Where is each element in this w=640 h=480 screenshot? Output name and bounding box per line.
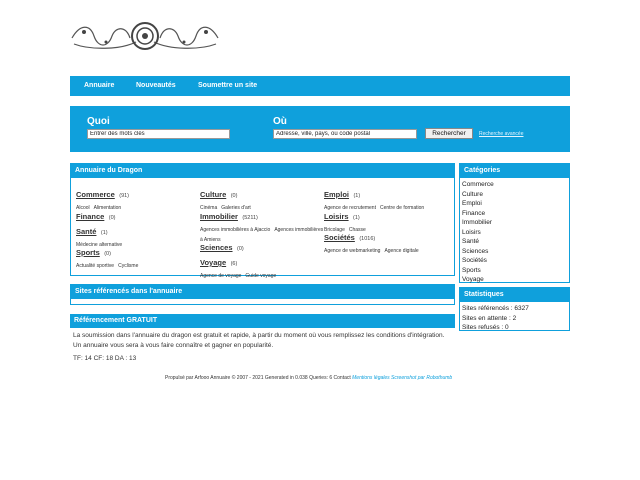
directory-box bbox=[70, 163, 455, 279]
subcategory-link[interactable]: Alimentation bbox=[93, 205, 122, 211]
subcategory-link[interactable]: Médecine alternative bbox=[76, 242, 123, 248]
sidebar-item-sports[interactable]: Sports bbox=[462, 266, 481, 274]
subcategory-link[interactable]: Centre de formation bbox=[379, 205, 425, 211]
category-title[interactable]: Sociétés bbox=[324, 233, 355, 242]
nav-soumettre[interactable]: Soumettre un site bbox=[198, 82, 258, 89]
sidebar-item-emploi[interactable]: Emploi bbox=[462, 200, 482, 207]
category-count: (6) bbox=[230, 261, 238, 267]
subcategory-link[interactable]: Bricolage bbox=[324, 227, 345, 233]
category-count: (1) bbox=[353, 215, 360, 221]
category-societes bbox=[324, 227, 454, 256]
what-input[interactable] bbox=[87, 129, 230, 139]
directory-title: Annuaire du Dragon bbox=[71, 164, 454, 178]
sidebar-item-sante[interactable]: Santé bbox=[462, 238, 479, 245]
free-listing-box bbox=[70, 314, 455, 368]
main-nav bbox=[70, 76, 570, 96]
free-listing-title: Référencement GRATUIT bbox=[70, 314, 455, 328]
category-title[interactable]: Santé bbox=[76, 227, 97, 236]
sidebar-item-culture[interactable]: Culture bbox=[462, 190, 483, 198]
category-title[interactable]: Loisirs bbox=[324, 212, 349, 221]
category-voyage bbox=[200, 252, 320, 281]
sidebar-item-immobilier[interactable]: Immobilier bbox=[462, 219, 492, 226]
sidebar-categories bbox=[459, 163, 570, 283]
sidebar-categories-title: Catégories bbox=[460, 164, 569, 178]
subcategory-link[interactable]: Agence de webmarketing bbox=[324, 248, 381, 254]
stat-pending: Sites en attente : 2 bbox=[462, 314, 517, 322]
footer-text: Propulsé par Arfooo Annuaire © 2007 - 2021 Generated in 0.038 Queries: 6 Contact bbox=[165, 375, 351, 381]
category-count: (0) bbox=[236, 246, 244, 252]
category-count: (1) bbox=[100, 230, 108, 236]
where-label: Où bbox=[273, 116, 287, 127]
sidebar-statistics-title: Statistiques bbox=[460, 288, 569, 302]
footer bbox=[165, 375, 452, 381]
footer-link[interactable]: Mentions légales Screenshot par Robothumb bbox=[352, 375, 453, 381]
subcategory-link[interactable]: Actualité sportive bbox=[76, 263, 115, 269]
referenced-sites-box bbox=[70, 284, 455, 305]
sidebar-item-finance[interactable]: Finance bbox=[462, 209, 486, 217]
subcategory-link[interactable]: Cinéma bbox=[200, 205, 218, 211]
category-title[interactable]: Commerce bbox=[76, 190, 115, 199]
category-title[interactable]: Finance bbox=[76, 212, 105, 221]
category-count: (1) bbox=[353, 193, 361, 199]
subcategory-link[interactable]: Agence digitale bbox=[384, 248, 419, 254]
category-title[interactable]: Emploi bbox=[324, 190, 350, 199]
category-count: (0) bbox=[230, 193, 238, 199]
category-title[interactable]: Sciences bbox=[200, 243, 233, 252]
site-logo[interactable] bbox=[70, 18, 220, 54]
category-title[interactable]: Voyage bbox=[200, 258, 227, 267]
category-title[interactable]: Sports bbox=[76, 248, 100, 257]
seo-metrics: TF: 14 CF: 18 DA : 13 bbox=[73, 355, 137, 362]
category-count: (91) bbox=[119, 193, 130, 199]
what-label: Quoi bbox=[87, 116, 110, 127]
sidebar-item-commerce[interactable]: Commerce bbox=[462, 181, 494, 188]
subcategory-link[interactable]: Agences immobilières à Amiens bbox=[200, 227, 324, 243]
subcategory-link[interactable]: Guide voyage bbox=[245, 273, 277, 279]
stat-refused: Sites refusés : 0 bbox=[462, 324, 509, 331]
sidebar-item-voyage[interactable]: Voyage bbox=[462, 276, 484, 283]
where-input[interactable] bbox=[273, 129, 417, 139]
free-listing-text: La soumission dans l'annuaire du dragon est gratuit et rapide, à partir du moment où vous remplissez les conditions d'intégration. Un annuaire vous sera à vous faire connaître et gagner en popularité. bbox=[73, 332, 445, 349]
category-count: (0) bbox=[104, 251, 111, 257]
subcategory-link[interactable]: Alcool bbox=[76, 205, 90, 211]
category-title[interactable]: Culture bbox=[200, 190, 227, 199]
subcategory-link[interactable]: Galeries d'art bbox=[221, 205, 251, 211]
search-panel bbox=[70, 106, 570, 152]
category-count: (5211) bbox=[242, 215, 258, 221]
subcategory-link[interactable]: Agence de recrutement bbox=[324, 205, 376, 211]
sidebar-item-societes[interactable]: Sociétés bbox=[462, 257, 487, 264]
category-count: (1016) bbox=[359, 236, 376, 242]
sidebar-item-sciences[interactable]: Sciences bbox=[462, 247, 489, 255]
referenced-sites-title: Sites référencés dans l'annuaire bbox=[71, 285, 454, 299]
stat-referenced: Sites référencés : 6327 bbox=[462, 305, 529, 312]
sidebar-statistics bbox=[459, 287, 570, 331]
category-count: (0) bbox=[108, 215, 116, 221]
search-button[interactable]: Rechercher bbox=[425, 128, 473, 139]
advanced-search-link[interactable]: Recherche avancée bbox=[479, 131, 524, 137]
subcategory-link[interactable]: Chasse bbox=[348, 227, 366, 233]
nav-nouveautes[interactable]: Nouveautés bbox=[136, 82, 176, 89]
sidebar-item-loisirs[interactable]: Loisirs bbox=[462, 228, 481, 236]
category-title[interactable]: Immobilier bbox=[200, 212, 238, 221]
subcategory-link[interactable]: Cyclisme bbox=[118, 263, 139, 269]
subcategory-link[interactable]: Agences immobilières à Ajaccio bbox=[200, 227, 271, 233]
category-sports bbox=[76, 242, 196, 271]
nav-annuaire[interactable]: Annuaire bbox=[84, 82, 115, 89]
subcategory-link[interactable]: Agence de voyage bbox=[200, 273, 242, 279]
